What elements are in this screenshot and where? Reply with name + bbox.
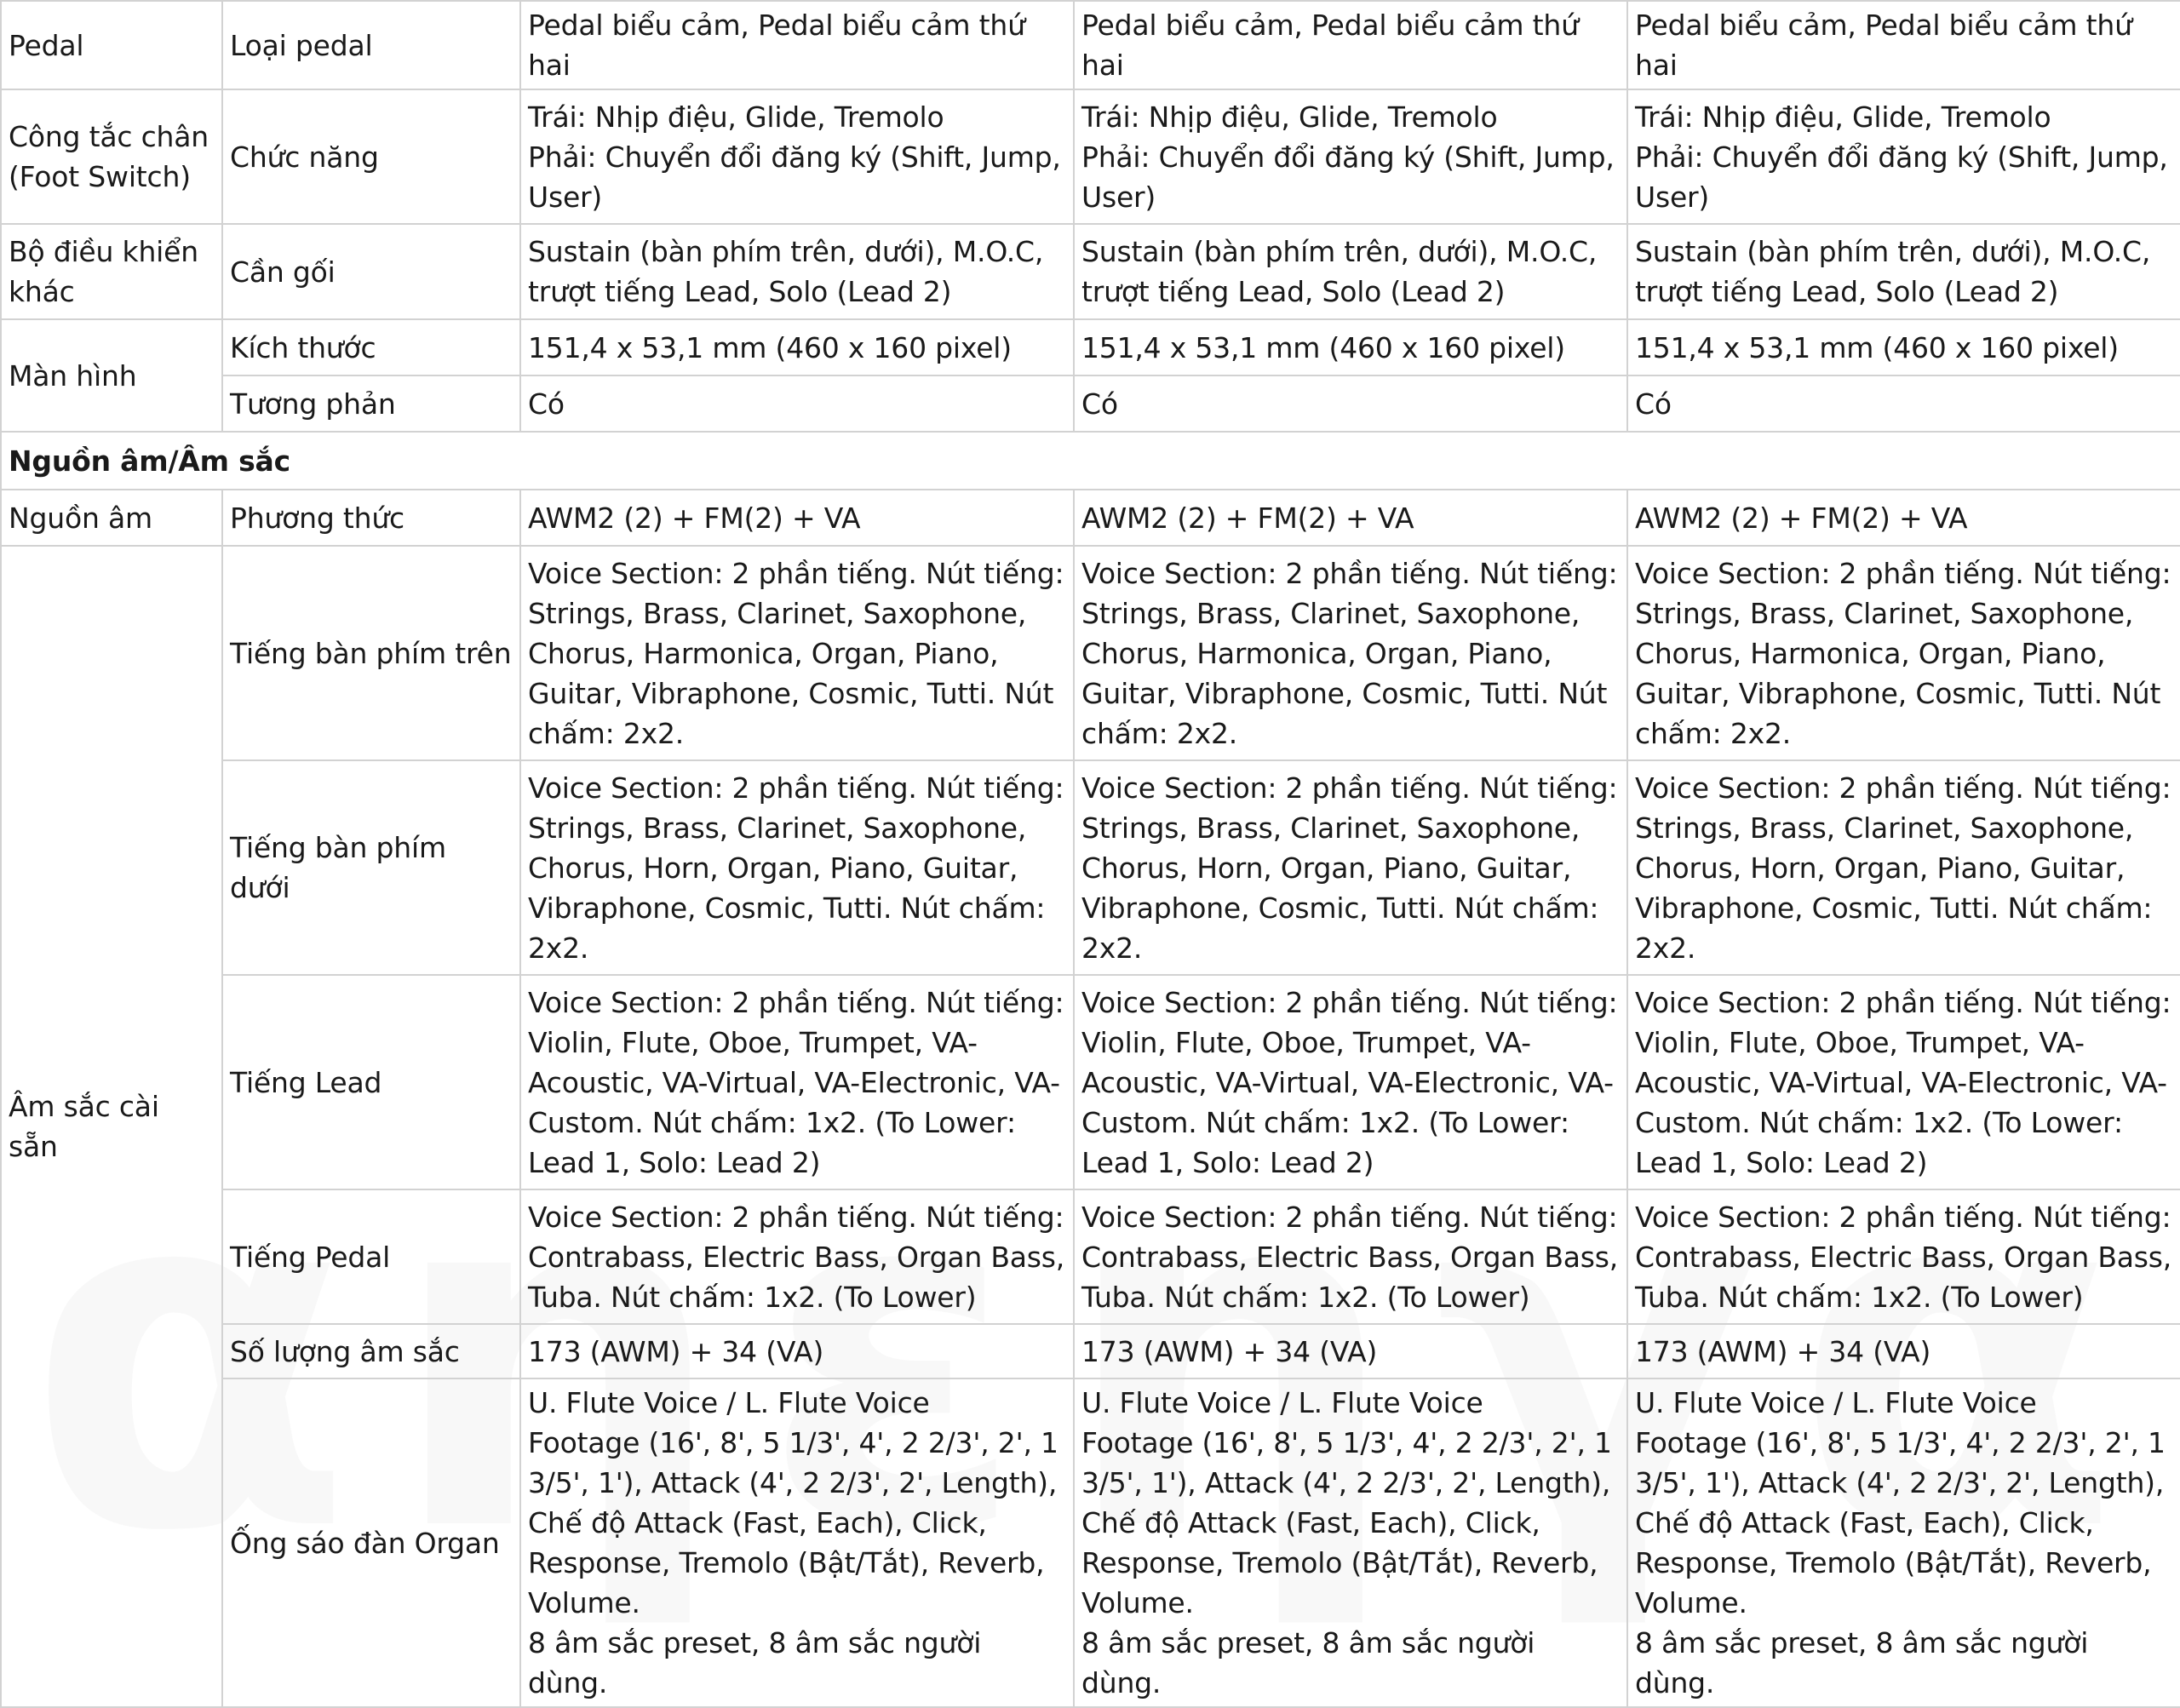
- table-cell: 151,4 x 53,1 mm (460 x 160 pixel): [1627, 319, 2180, 375]
- table-cell: Voice Section: 2 phần tiếng. Nút tiếng: Contrabass, Electric Bass, Organ Bass, Tuba. Nút chấm: 1x2. (To Lower): [1627, 1189, 2180, 1324]
- row-label: Tiếng bàn phím trên: [222, 546, 520, 760]
- table-cell: Voice Section: 2 phần tiếng. Nút tiếng: Contrabass, Electric Bass, Organ Bass, Tuba. Nút chấm: 1x2. (To Lower): [1074, 1189, 1627, 1324]
- table-row-sound-source: [1, 490, 2180, 546]
- table-cell: AWM2 (2) + FM(2) + VA: [1627, 490, 2180, 546]
- table-cell: Voice Section: 2 phần tiếng. Nút tiếng: Violin, Flute, Oboe, Trumpet, VA-Acoustic, VA-Virtual, VA-Electronic, VA-Custom. Nút chấm: 1x2. (To Lower: Lead 1, Solo: Lead 2): [1627, 975, 2180, 1189]
- table-row-foot-switch: [1, 89, 2180, 224]
- table-cell: Có: [1074, 375, 1627, 432]
- table-cell: 151,4 x 53,1 mm (460 x 160 pixel): [1074, 319, 1627, 375]
- row-label: Phương thức: [222, 490, 520, 546]
- table-cell: Trái: Nhịp điệu, Glide, Tremolo Phải: Chuyển đổi đăng ký (Shift, Jump, User): [520, 89, 1074, 224]
- table-cell: Voice Section: 2 phần tiếng. Nút tiếng: Violin, Flute, Oboe, Trumpet, VA-Acoustic, VA-Virtual, VA-Electronic, VA-Custom. Nút chấm: 1x2. (To Lower: Lead 1, Solo: Lead 2): [1074, 975, 1627, 1189]
- table-cell: Voice Section: 2 phần tiếng. Nút tiếng: Strings, Brass, Clarinet, Saxophone, Chorus, Harmonica, Organ, Piano, Guitar, Vibraphone, Cosmic, Tutti. Nút chấm: 2x2.: [1074, 546, 1627, 760]
- table-row-display-size: [1, 319, 2180, 375]
- table-row-organ-flutes: [1, 1378, 2180, 1707]
- row-group-label: Bộ điều khiển khác: [1, 224, 222, 319]
- row-label: Ống sáo đàn Organ: [222, 1378, 520, 1707]
- table-cell: AWM2 (2) + FM(2) + VA: [1074, 490, 1627, 546]
- table-cell: 173 (AWM) + 34 (VA): [1074, 1324, 1627, 1378]
- table-cell: 173 (AWM) + 34 (VA): [1627, 1324, 2180, 1378]
- row-label: Tương phản: [222, 375, 520, 432]
- table-cell: Trái: Nhịp điệu, Glide, Tremolo Phải: Chuyển đổi đăng ký (Shift, Jump, User): [1627, 89, 2180, 224]
- table-cell: Voice Section: 2 phần tiếng. Nút tiếng: Strings, Brass, Clarinet, Saxophone, Chorus, Horn, Organ, Piano, Guitar, Vibraphone, Cosmic, Tutti. Nút chấm: 2x2.: [1627, 760, 2180, 975]
- table-cell: Sustain (bàn phím trên, dưới), M.O.C, trượt tiếng Lead, Solo (Lead 2): [1627, 224, 2180, 319]
- row-label: Tiếng Lead: [222, 975, 520, 1189]
- table-cell: Voice Section: 2 phần tiếng. Nút tiếng: Strings, Brass, Clarinet, Saxophone, Chorus, Harmonica, Organ, Piano, Guitar, Vibraphone, Cosmic, Tutti. Nút chấm: 2x2.: [520, 546, 1074, 760]
- table-cell: Voice Section: 2 phần tiếng. Nút tiếng: Strings, Brass, Clarinet, Saxophone, Chorus, Harmonica, Organ, Piano, Guitar, Vibraphone, Cosmic, Tutti. Nút chấm: 2x2.: [1627, 546, 2180, 760]
- table-cell: Pedal biểu cảm, Pedal biểu cảm thứ hai: [1627, 1, 2180, 89]
- table-row-lead-voice: [1, 975, 2180, 1189]
- table-cell: Sustain (bàn phím trên, dưới), M.O.C, trượt tiếng Lead, Solo (Lead 2): [520, 224, 1074, 319]
- row-group-label: Âm sắc cài sẵn: [1, 546, 222, 1707]
- row-group-label: Màn hình: [1, 319, 222, 432]
- row-label: Số lượng âm sắc: [222, 1324, 520, 1378]
- table-cell: AWM2 (2) + FM(2) + VA: [520, 490, 1074, 546]
- table-row-lower-voice: [1, 760, 2180, 975]
- row-label: Chức năng: [222, 89, 520, 224]
- table-cell: Voice Section: 2 phần tiếng. Nút tiếng: Contrabass, Electric Bass, Organ Bass, Tuba. Nút chấm: 1x2. (To Lower): [520, 1189, 1074, 1324]
- table-cell: U. Flute Voice / L. Flute Voice Footage (16', 8', 5 1/3', 4', 2 2/3', 2', 1 3/5', 1'), Attack (4', 2 2/3', 2', Length), Chế độ Attack (Fast, Each), Click, Response, Tremolo (Bật/Tắt), Reverb, Volume. 8 âm sắc preset, 8 âm sắc người dùng.: [1627, 1378, 2180, 1707]
- table-row-upper-voice: [1, 546, 2180, 760]
- section-row: [1, 432, 2180, 490]
- table-cell: U. Flute Voice / L. Flute Voice Footage (16', 8', 5 1/3', 4', 2 2/3', 2', 1 3/5', 1'), Attack (4', 2 2/3', 2', Length), Chế độ Attack (Fast, Each), Click, Response, Tremolo (Bật/Tắt), Reverb, Volume. 8 âm sắc preset, 8 âm sắc người dùng.: [1074, 1378, 1627, 1707]
- table-row-knee-lever: [1, 224, 2180, 319]
- row-group-label: Nguồn âm: [1, 490, 222, 546]
- table-row-pedal-type: [1, 1, 2180, 89]
- row-label: Kích thước: [222, 319, 520, 375]
- row-label: Tiếng Pedal: [222, 1189, 520, 1324]
- table-cell: 173 (AWM) + 34 (VA): [520, 1324, 1074, 1378]
- table-cell: Voice Section: 2 phần tiếng. Nút tiếng: Strings, Brass, Clarinet, Saxophone, Chorus, Horn, Organ, Piano, Guitar, Vibraphone, Cosmic, Tutti. Nút chấm: 2x2.: [520, 760, 1074, 975]
- table-cell: Voice Section: 2 phần tiếng. Nút tiếng: Violin, Flute, Oboe, Trumpet, VA-Acoustic, VA-Virtual, VA-Electronic, VA-Custom. Nút chấm: 1x2. (To Lower: Lead 1, Solo: Lead 2): [520, 975, 1074, 1189]
- table-cell: Pedal biểu cảm, Pedal biểu cảm thứ hai: [520, 1, 1074, 89]
- row-group-label: Công tắc chân (Foot Switch): [1, 89, 222, 224]
- table-cell: U. Flute Voice / L. Flute Voice Footage (16', 8', 5 1/3', 4', 2 2/3', 2', 1 3/5', 1'), Attack (4', 2 2/3', 2', Length), Chế độ Attack (Fast, Each), Click, Response, Tremolo (Bật/Tắt), Reverb, Volume. 8 âm sắc preset, 8 âm sắc người dùng.: [520, 1378, 1074, 1707]
- table-cell: Có: [520, 375, 1074, 432]
- table-cell: Pedal biểu cảm, Pedal biểu cảm thứ hai: [1074, 1, 1627, 89]
- table-cell: 151,4 x 53,1 mm (460 x 160 pixel): [520, 319, 1074, 375]
- table-row-voice-count: [1, 1324, 2180, 1378]
- row-label: Cần gối: [222, 224, 520, 319]
- table-cell: Trái: Nhịp điệu, Glide, Tremolo Phải: Chuyển đổi đăng ký (Shift, Jump, User): [1074, 89, 1627, 224]
- table-cell: Có: [1627, 375, 2180, 432]
- table-row-display-contrast: [1, 375, 2180, 432]
- table-row-pedal-voice: [1, 1189, 2180, 1324]
- row-label: Tiếng bàn phím dưới: [222, 760, 520, 975]
- section-title: Nguồn âm/Âm sắc: [1, 432, 2180, 490]
- table-cell: Sustain (bàn phím trên, dưới), M.O.C, trượt tiếng Lead, Solo (Lead 2): [1074, 224, 1627, 319]
- row-group-label: Pedal: [1, 1, 222, 89]
- row-label: Loại pedal: [222, 1, 520, 89]
- table-cell: Voice Section: 2 phần tiếng. Nút tiếng: Strings, Brass, Clarinet, Saxophone, Chorus, Horn, Organ, Piano, Guitar, Vibraphone, Cosmic, Tutti. Nút chấm: 2x2.: [1074, 760, 1627, 975]
